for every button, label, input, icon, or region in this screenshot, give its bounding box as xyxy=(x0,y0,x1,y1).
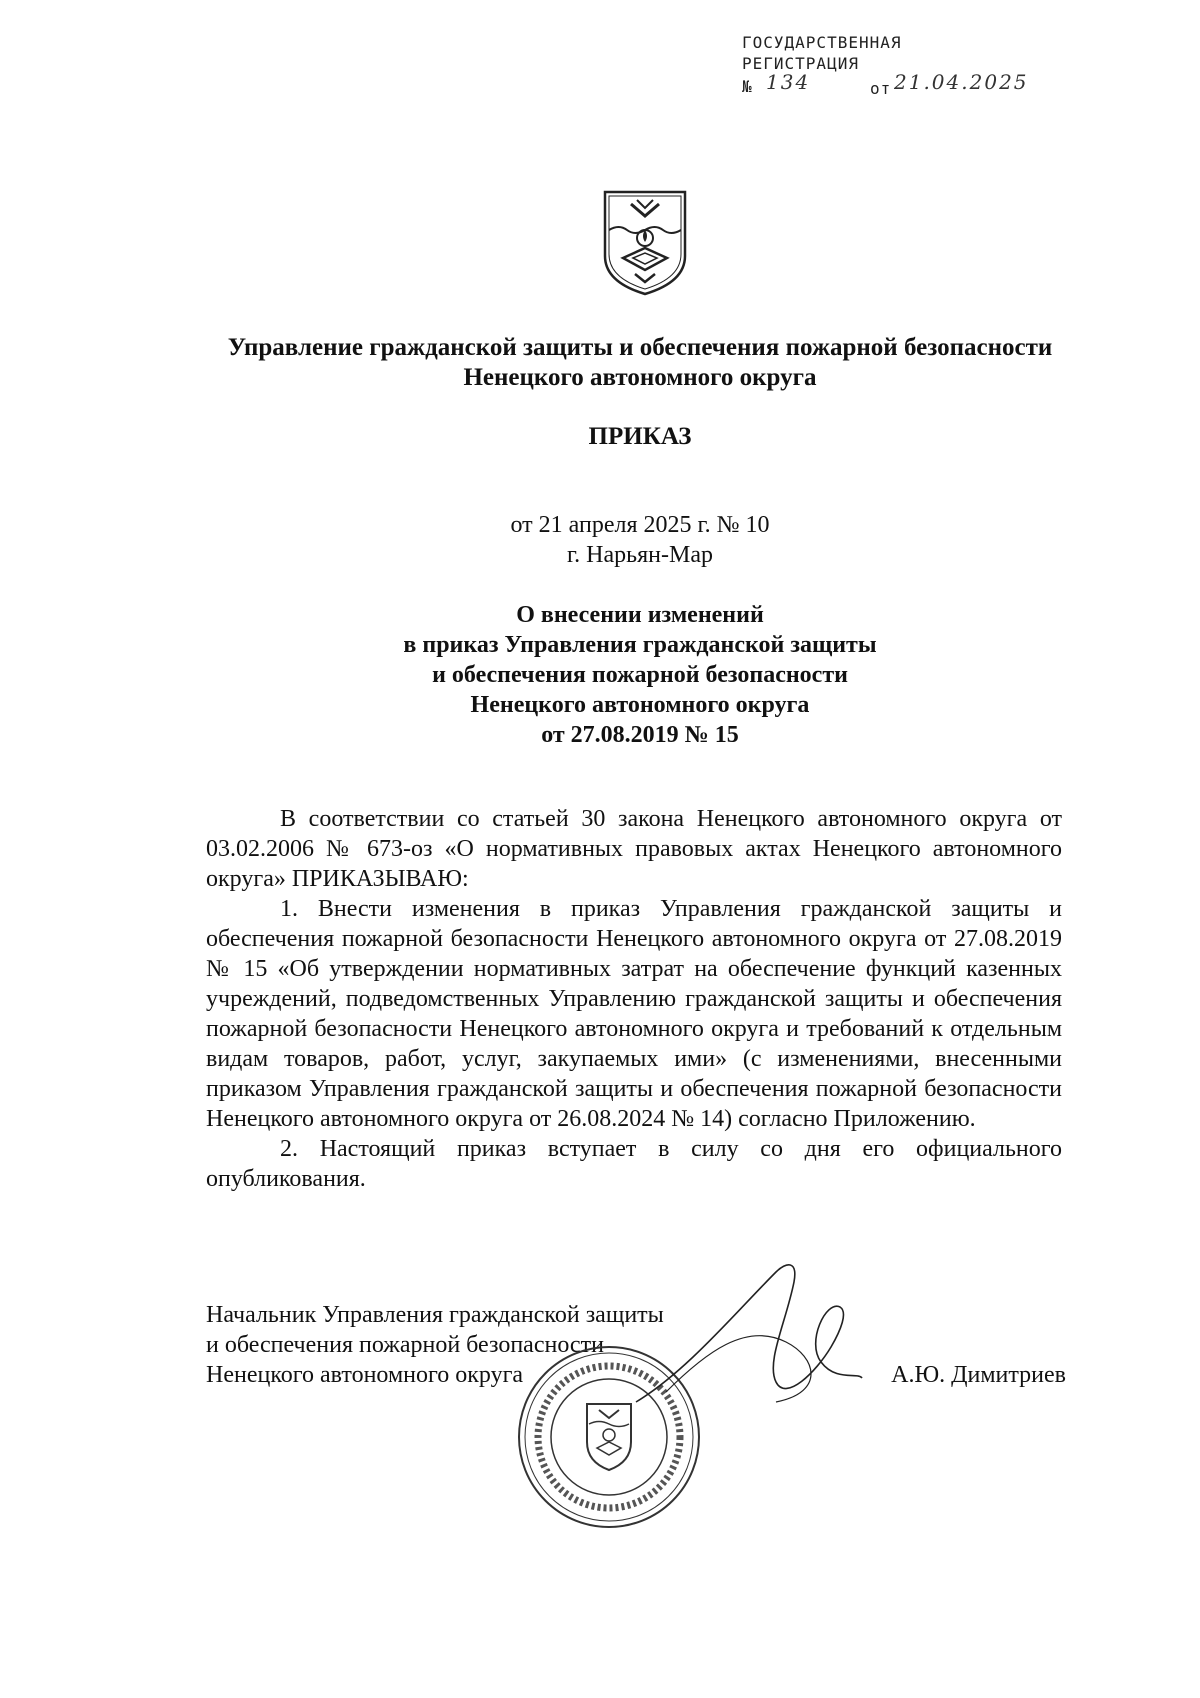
org-line-2: Ненецкого автономного округа xyxy=(463,364,817,391)
signature-block xyxy=(206,1300,1066,1600)
signatory-name: А.Ю. Димитриев xyxy=(891,1362,1066,1388)
registration-number-label: № xyxy=(742,77,753,96)
registration-line1: ГОСУДАРСТВЕННАЯ xyxy=(742,33,902,52)
handwritten-signature-icon xyxy=(626,1252,866,1422)
registration-stamp xyxy=(742,32,1029,98)
registration-date: 21.04.2025 xyxy=(894,70,1029,94)
subject-line-5: от 27.08.2019 № 15 xyxy=(541,722,739,748)
document-date-number: от 21 апреля 2025 г. № 10 xyxy=(510,512,770,538)
signatory-title-line-2: и обеспечения пожарной безопасности xyxy=(206,1332,604,1358)
coat-of-arms-icon xyxy=(603,190,687,296)
subject-line-3: и обеспечения пожарной безопасности xyxy=(432,662,848,688)
body-item-2: 2. Настоящий приказ вступает в силу со дня его официального опубликования. xyxy=(206,1136,1062,1192)
subject-line-1: О внесении изменений xyxy=(516,602,764,628)
document-meta xyxy=(160,510,1120,570)
signatory-title-line-1: Начальник Управления гражданской защиты xyxy=(206,1302,664,1328)
registration-number-row xyxy=(742,70,1029,98)
subject-line-2: в приказ Управления гражданской защиты xyxy=(403,632,877,658)
organization-name xyxy=(160,333,1120,393)
document-subject xyxy=(160,600,1120,750)
registration-date-label: от xyxy=(870,79,892,98)
signatory-title-line-3: Ненецкого автономного округа xyxy=(206,1362,524,1388)
document-city: г. Нарьян-Мар xyxy=(567,542,713,568)
org-line-1: Управление гражданской защиты и обеспечения пожарной безопасности xyxy=(227,334,1053,361)
body-preamble: В соответствии со статьей 30 закона Ненецкого автономного округа от 03.02.2006 № 673-оз «О нормативных правовых актах Ненецкого автономного округа» ПРИКАЗЫВАЮ: xyxy=(206,806,1062,892)
document-type: ПРИКАЗ xyxy=(588,423,692,450)
registration-line2: РЕГИСТРАЦИЯ xyxy=(742,54,859,73)
body-item-1: 1. Внести изменения в приказ Управления гражданской защиты и обеспечения пожарной безопасности Ненецкого автономного округа от 27.08.2019 № 15 «Об утверждении нормативных затрат на обеспечение функций казенных учреждений, подведомственных Управлению гражданской защиты и обеспечения пожарной безопасности Ненецкого автономного округа и требований к отдельным видам товаров, работ, услуг, закупаемых ими» (с изменениями, внесенными приказом Управления гражданской защиты и обеспечения пожарной безопасности Ненецкого автономного округа от 26.08.2024 № 14) согласно Приложению. xyxy=(206,896,1062,1132)
document-body xyxy=(206,804,1062,1194)
registration-number: 134 xyxy=(766,70,811,94)
subject-line-4: Ненецкого автономного округа xyxy=(470,692,810,718)
